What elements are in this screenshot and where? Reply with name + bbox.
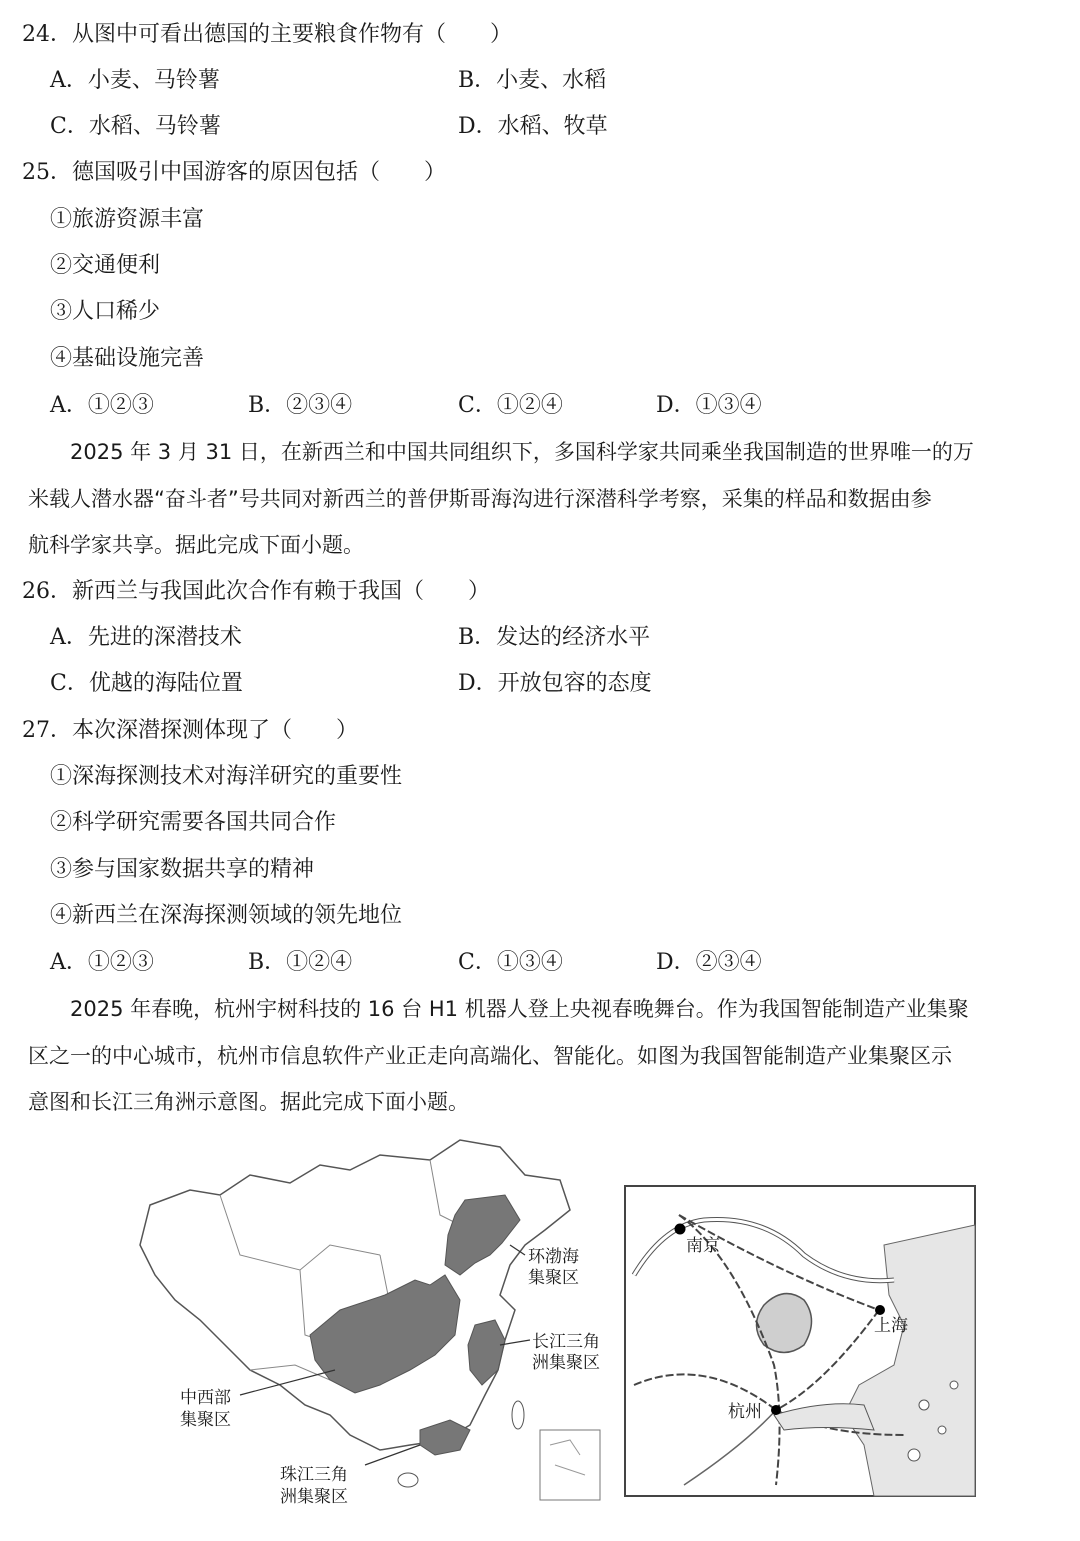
q27-option-b[interactable]: B．①②④: [248, 950, 353, 975]
q26-option-b[interactable]: B．发达的经济水平: [458, 625, 651, 650]
q27-option-a[interactable]: A．①②③: [50, 950, 154, 975]
q27-option-d[interactable]: D．②③④: [656, 950, 762, 975]
q24-option-c[interactable]: C．水稻、马铃薯: [50, 114, 221, 139]
q25-option-d[interactable]: D．①③④: [656, 393, 762, 418]
hainan-island: [398, 1473, 418, 1487]
question-25-stem: 25．德国吸引中国游客的原因包括（ ）: [22, 160, 446, 185]
taiwan-island: [512, 1401, 524, 1429]
passage-1-line-2: 米载人潜水器“奋斗者”号共同对新西兰的普伊斯哥海沟进行深潜科学考察，采集的样品和数据由参: [28, 487, 932, 511]
q27-item-4: ④新西兰在深海探测领域的领先地位: [50, 903, 403, 928]
yangtze-delta-map: [624, 1185, 976, 1497]
q26-option-a[interactable]: A．先进的深潜技术: [50, 625, 242, 650]
q27-option-c[interactable]: C．①③④: [458, 950, 563, 975]
shanghai-marker: [875, 1305, 885, 1315]
passage-1-line-3: 航科学家共享。据此完成下面小题。: [28, 533, 364, 557]
q26-option-d[interactable]: D．开放包容的态度: [458, 671, 652, 696]
q25-option-a[interactable]: A．①②③: [50, 393, 154, 418]
question-24-stem: 24．从图中可看出德国的主要粮食作物有（ ）: [22, 22, 512, 47]
label-changjiang-line2: 洲集聚区: [532, 1353, 600, 1373]
china-cluster-map: [130, 1135, 610, 1525]
q24-option-a[interactable]: A．小麦、马铃薯: [50, 68, 220, 93]
label-hangzhou: 杭州: [728, 1402, 762, 1422]
q24-option-b[interactable]: B．小麦、水稻: [458, 68, 607, 93]
q25-item-3: ③人口稀少: [50, 299, 161, 324]
nanjing-marker: [675, 1224, 685, 1234]
label-changjiang-line1: 长江三角: [532, 1332, 600, 1352]
passage-1-line-1: 2025 年 3 月 31 日，在新西兰和中国共同组织下，多国科学家共同乘坐我国制造的世界唯一的万: [70, 440, 974, 464]
passage-2-line-2: 区之一的中心城市，杭州市信息软件产业正走向高端化、智能化。如图为我国智能制造产业集聚区示: [28, 1044, 952, 1068]
q27-item-2: ②科学研究需要各国共同合作: [50, 810, 337, 835]
q27-item-3: ③参与国家数据共享的精神: [50, 857, 315, 882]
q27-item-1: ①深海探测技术对海洋研究的重要性: [50, 764, 403, 789]
label-shanghai: 上海: [874, 1316, 908, 1336]
label-zhujiang-line1: 珠江三角: [280, 1465, 348, 1485]
hangzhou-marker: [771, 1405, 781, 1415]
passage-2-line-1: 2025 年春晚，杭州宇树科技的 16 台 H1 机器人登上央视春晚舞台。作为我国智能制造产业集聚: [70, 997, 969, 1021]
q25-option-c[interactable]: C．①②④: [458, 393, 563, 418]
label-central-west-line1: 中西部: [180, 1388, 231, 1408]
label-nanjing: 南京: [686, 1236, 720, 1256]
passage-2-line-3: 意图和长江三角洲示意图。据此完成下面小题。: [28, 1090, 469, 1114]
q24-option-d[interactable]: D．水稻、牧草: [458, 114, 608, 139]
question-27-stem: 27．本次深潜探测体现了（ ）: [22, 718, 358, 743]
question-26-stem: 26．新西兰与我国此次合作有赖于我国（ ）: [22, 579, 490, 604]
q25-item-4: ④基础设施完善: [50, 346, 205, 371]
q25-item-2: ②交通便利: [50, 253, 161, 278]
label-bohai-line1: 环渤海: [528, 1247, 579, 1267]
q26-option-c[interactable]: C．优越的海陆位置: [50, 671, 243, 696]
q25-item-1: ①旅游资源丰富: [50, 207, 205, 232]
label-bohai-line2: 集聚区: [528, 1268, 579, 1288]
label-central-west-line2: 集聚区: [180, 1410, 231, 1430]
label-zhujiang-line2: 洲集聚区: [280, 1487, 348, 1507]
q25-option-b[interactable]: B．②③④: [248, 393, 353, 418]
